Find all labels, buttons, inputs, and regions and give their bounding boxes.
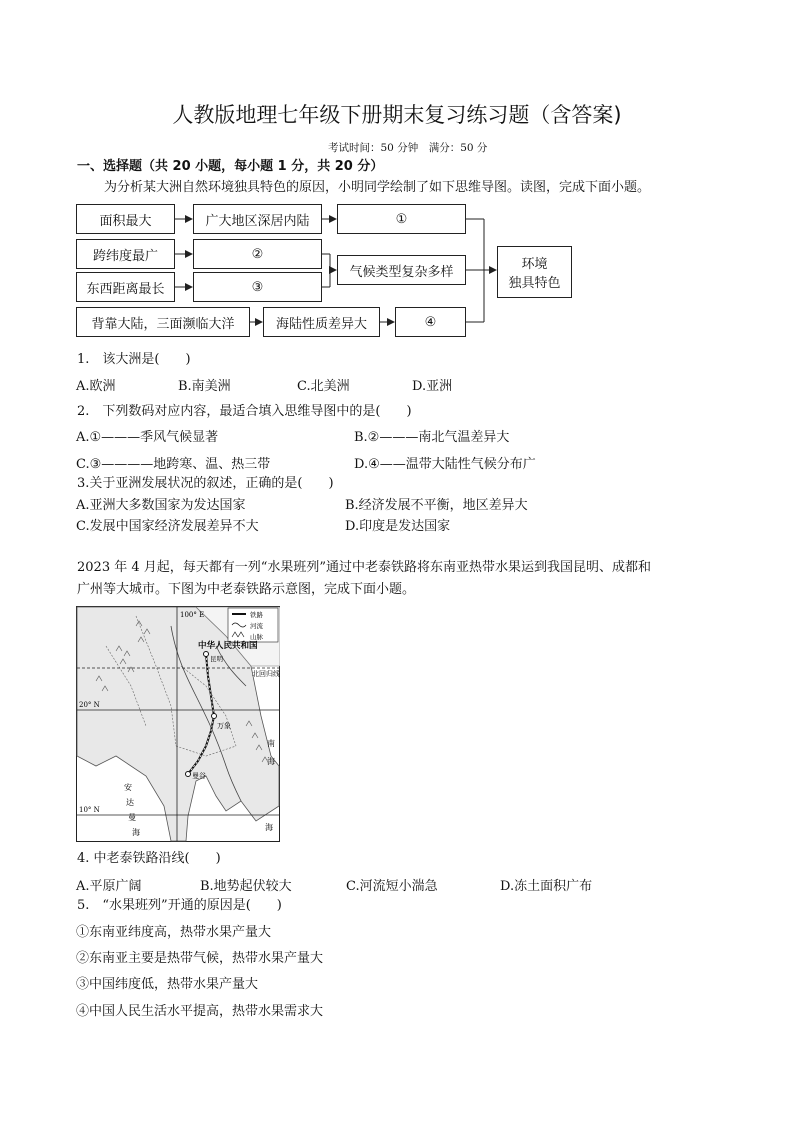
q5-statement-4: ④中国人民生活水平提高，热带水果需求大 [76, 1004, 324, 1019]
q2-option-b: B.②———南北气温差异大 [354, 430, 510, 445]
q2-option-c: C.③————地跨寒、温、热三带 [76, 457, 271, 472]
south-sea-label-2: 海 [267, 757, 275, 766]
q4-option-b: B.地势起伏较大 [200, 879, 292, 894]
sea-label: 海 [265, 823, 273, 832]
vientiane-dot [212, 714, 217, 719]
mindmap-box-result [497, 246, 572, 298]
q5-statement-2: ②东南亚主要是热带气候，热带水果产量大 [76, 951, 324, 966]
south-sea-label-1: 南 [267, 739, 275, 748]
q3-option-a: A.亚洲大多数国家为发达国家 [76, 498, 246, 513]
mindmap-box-area: 面积最大 [76, 204, 175, 234]
q1-option-c: C.北美洲 [297, 379, 350, 394]
andaman-label-4: 海 [132, 828, 140, 837]
q1-option-a: A.欧洲 [76, 379, 116, 394]
china-label: 中华人民共和国 [198, 641, 258, 651]
q5-statement-3: ③中国纬度低，热带水果产量大 [76, 977, 259, 992]
mindmap-box-ocean: 背靠大陆，三面濒临大洋 [76, 307, 250, 337]
result-line-1: 环境 [521, 257, 548, 272]
q4-option-d: D.冻土面积广布 [500, 879, 593, 894]
mindmap-box-east-west: 东西距离最长 [76, 272, 175, 302]
q4-option-c: C.河流短小湍急 [346, 879, 438, 894]
q1-option-d: D.亚洲 [412, 379, 453, 394]
q5-statement-1: ①东南亚纬度高，热带水果产量大 [76, 925, 272, 940]
q2-stem: 2. 下列数码对应内容，最适合填入思维导图中的是( ) [77, 404, 412, 419]
mindmap-box-2: ② [193, 239, 322, 269]
legend-railway: 铁路 [250, 611, 263, 619]
q3-option-c: C.发展中国家经济发展差异不大 [76, 519, 259, 534]
q1-option-b: B.南美洲 [178, 379, 231, 394]
page-title: 人教版地理七年级下册期末复习练习题（含答案) [172, 103, 622, 127]
lat-10-label: 10° N [79, 806, 100, 814]
mindmap-box-4: ④ [395, 307, 466, 337]
kunming-label: 昆明 [210, 655, 223, 663]
mindmap-box-1: ① [337, 204, 466, 234]
tropic-label: 北回归线 [252, 670, 280, 678]
kunming-dot [204, 652, 209, 657]
vientiane-label: 万象 [217, 722, 231, 730]
section-heading: 一、选择题（共 20 小题，每小题 1 分，共 20 分） [77, 159, 384, 174]
legend-river: 河流 [250, 622, 263, 630]
exam-info: 考试时间：50 分钟 满分：50 分 [328, 142, 488, 154]
passage-line-1: 2023 年 4 月起，每天都有一列“水果班列”通过中老泰铁路将东南亚热带水果运到我国昆明、成都和 [77, 560, 652, 575]
legend-mountain: 山脉 [250, 633, 263, 641]
q2-option-d: D.④——温带大陆性气候分布广 [354, 457, 536, 472]
q3-stem: 3.关于亚洲发展状况的叙述，正确的是( ) [77, 476, 334, 491]
passage-line-2: 广州等大城市。下图为中老泰铁路示意图，完成下面小题。 [77, 582, 416, 597]
q4-option-a: A.平原广阔 [76, 879, 142, 894]
mindmap-box-climate: 气候类型复杂多样 [337, 255, 466, 285]
q2-option-a: A.①———季风气候显著 [76, 430, 219, 445]
andaman-label-3: 曼 [128, 813, 136, 822]
q5-stem: 5. “水果班列”开通的原因是( ) [77, 898, 282, 913]
section-intro: 为分析某大洲自然环境独具特色的原因，小明同学绘制了如下思维导图。读图，完成下面小题。 [104, 180, 651, 195]
lon-label: 100° E [180, 611, 205, 619]
q3-option-b: B.经济发展不平衡，地区差异大 [345, 498, 528, 513]
q1-stem: 1. 该大洲是( ) [77, 352, 191, 367]
railway-map [76, 606, 280, 842]
bangkok-dot [186, 772, 191, 777]
result-line-2: 独具特色 [508, 276, 561, 291]
q4-stem: 4. 中老泰铁路沿线( ) [77, 851, 221, 866]
bangkok-label: 曼谷 [192, 772, 206, 780]
q3-option-d: D.印度是发达国家 [345, 519, 451, 534]
mindmap-box-inland: 广大地区深居内陆 [193, 204, 322, 234]
mindmap-box-latitude: 跨纬度最广 [76, 239, 175, 269]
lat-20-label: 20° N [79, 701, 100, 709]
andaman-label-1: 安 [124, 783, 132, 792]
mindmap-box-land-sea: 海陆性质差异大 [263, 307, 380, 337]
mindmap-box-3: ③ [193, 272, 322, 302]
andaman-label-2: 达 [126, 798, 134, 807]
